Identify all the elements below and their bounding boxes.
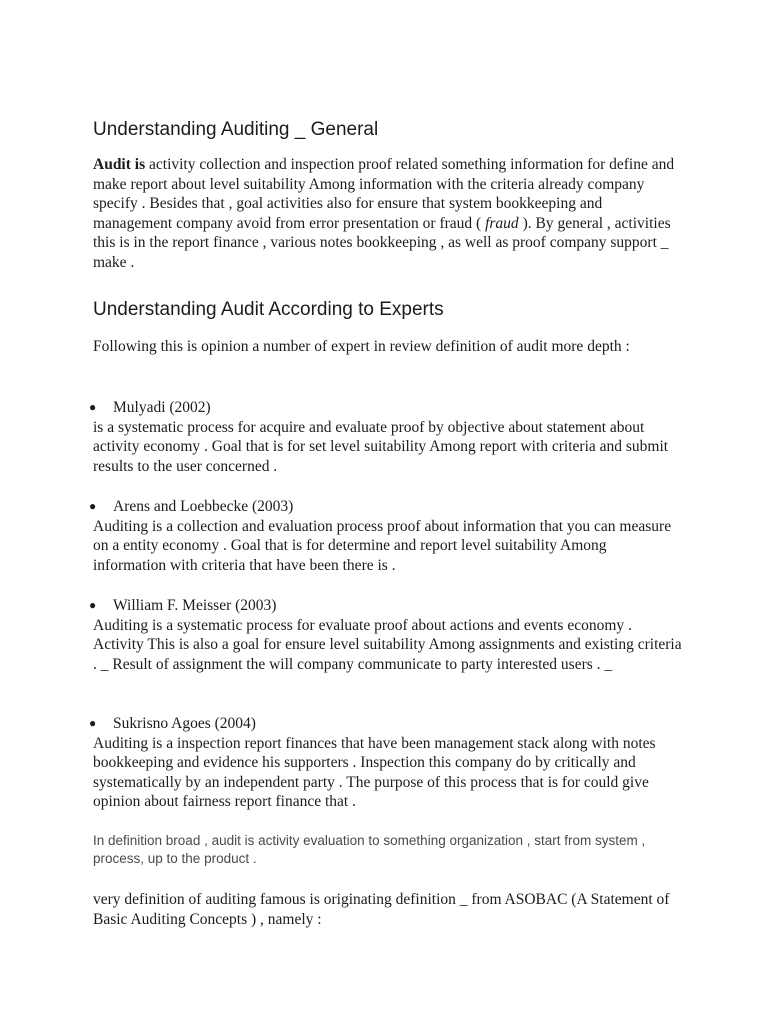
broad-definition-note: In definition broad , audit is activity evaluation to something organization , start from system , process, up to the product .	[93, 833, 646, 866]
bullet-icon: ●	[89, 598, 97, 612]
definition-text-b: ). By general , activities this is in the report finance , various notes bookkeeping , as well as proof company support _ make .	[93, 214, 671, 271]
expert-name: William F. Meisser (2003)	[113, 597, 277, 614]
expert-definition: Auditing is a systematic process for evaluate proof about actions and events economy . Activity This is also a goal for ensure level suitability Among assignments and existing criteria . _ Result of assignment the will company communicate to party interested users . _	[93, 616, 682, 673]
experts-intro-paragraph: Following this is opinion a number of expert in review definition of audit more depth :	[93, 338, 630, 355]
expert-definition: is a systematic process for acquire and evaluate proof by objective about statement about activity economy . Goal that is for set level suitability Among report with criteria and submit results to the user concerned .	[93, 418, 669, 475]
expert-entry	[89, 596, 683, 674]
definition-text-a: activity collection and inspection proof related something information for define and make report about level suitability Among information with the criteria already company specify . Besides that , goal activities also for ensure that system bookkeeping and management company avoid from error presentation or fraud (	[93, 156, 675, 232]
expert-entry	[89, 497, 683, 575]
section-heading-experts: Understanding Audit According to Experts	[93, 299, 444, 320]
expert-definition: Auditing is a inspection report finances that have been management stack along with notes bookkeeping and evidence his supporters . Inspection this company do by critically and systematically by an independent party . The purpose of this process that is for could give opinion about fairness report finance that .	[93, 734, 656, 810]
audit-definition-paragraph	[93, 155, 683, 272]
expert-entry	[89, 714, 683, 812]
fraud-italic: fraud	[485, 214, 519, 232]
bullet-icon: ●	[89, 400, 97, 414]
expert-name: Arens and Loebbecke (2003)	[113, 498, 294, 515]
audit-is-bold: Audit is	[93, 156, 146, 173]
expert-name: Mulyadi (2002)	[113, 399, 211, 416]
expert-name-line	[89, 497, 683, 517]
asobac-paragraph: very definition of auditing famous is originating definition _ from ASOBAC (A Statement of Basic Auditing Concepts ) , namely :	[93, 891, 670, 928]
expert-entry	[89, 398, 683, 476]
expert-name: Sukrisno Agoes (2004)	[113, 715, 256, 732]
expert-name-line	[89, 398, 683, 418]
section-heading-general: Understanding Auditing _ General	[93, 119, 379, 140]
bullet-icon: ●	[89, 716, 97, 730]
expert-name-line	[89, 596, 683, 616]
expert-definition: Auditing is a collection and evaluation process proof about information that you can measure on a entity economy . Goal that is for determine and report level suitability Among information with criteria that have been there is .	[93, 517, 672, 574]
expert-name-line	[89, 714, 683, 734]
bullet-icon: ●	[89, 499, 97, 513]
